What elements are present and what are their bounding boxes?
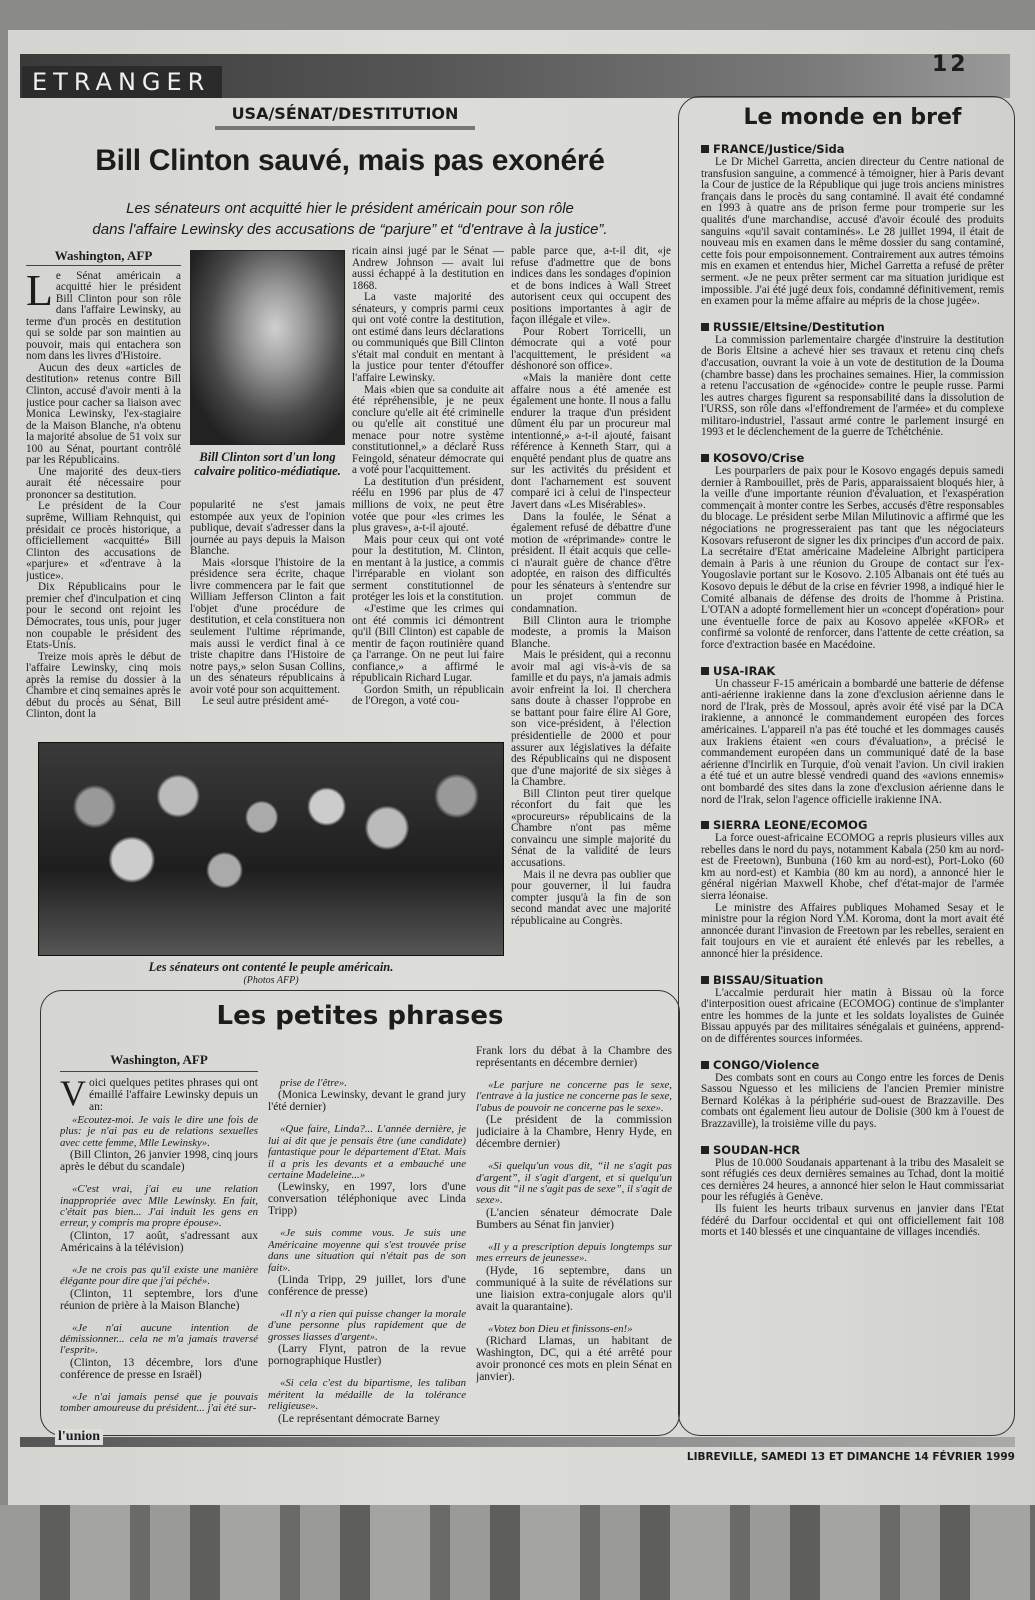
quote-source: (Hyde, 16 septembre, dans un communiqué à la suite de révélations sur une liaision extra-conjugale alors qu'il avait la quarantaine).: [476, 1264, 672, 1313]
brief-paragraph: Le Dr Michel Garretta, ancien directeur du Centre national de transfusion sanguine, a commencé à témoigner, hier à Paris devant la Cour de justice de la République qui juge trois anciens ministres français dans le procès du sang contaminé. Il avait été condamné en 1993 à quatre ans de prison ferme pour tromperie sur les qualités d'une marchandise, accusé d'avoir écoulé des produits sanguins «qu'il savait contaminés». Le 28 juillet 1994, il était de nouveau mis en examen dans le même dossier du sang contaminé, cette fois pour empoisonnement. Contrairement aux autres témoins mis en examen et entendus hier, Michel Garretta a refusé de prêter serment. «Je ne peux prêter serment car ma situation juridique est impossible. J'ai été jugé deux fois, condamné définitivement, remis en examen pour la même affaire au mépris de la chose jugée».: [701, 156, 1004, 308]
quote-source: (Clinton, 11 septembre, lors d'une réunion de prière à la Maison Blanche): [60, 1287, 258, 1312]
world-brief-items: [701, 142, 1004, 1239]
quote: «Que faire, Linda?... L'année dernière, je lui ai dit que je pensais être (une candidate) fantastique pour le département d'Etat. Mais il a pris les devants et a embauché une certaine Madeleine...»: [268, 1123, 466, 1182]
senators-photo: [38, 742, 504, 956]
quote: «Si quelqu'un vous dit, “il ne s'agit pas d'argent”, il s'agit d'argent, et si quelqu'un vous dit “il ne s'agit pas de sexe”, il s'agit de sexe».: [476, 1160, 672, 1207]
brief-heading: FRANCE/Justice/Sida: [701, 142, 1004, 156]
quote: «Je n'ai aucune intention de démissionner... cela ne m'a jamais traversé l'esprit».: [60, 1321, 258, 1357]
quote: «Si cela c'est du bipartisme, les taliban méritent la médaille de la tolérance religieuse».: [268, 1377, 466, 1413]
article-kicker: USA/SÉNAT/DESTITUTION: [231, 104, 459, 123]
quote: prise de l'être».: [280, 1078, 347, 1089]
quotes-list: [60, 1115, 258, 1415]
brief-item: [701, 818, 1004, 961]
brief-heading: SIERRA LEONE/ECOMOG: [701, 818, 1004, 832]
quote: «Votez bon Dieu et finissons-en!»: [488, 1322, 633, 1335]
quote: «C'est vrai, j'ai eu une relation inappropriée avec Mlle Lewinsky. En fait, c'était pas bien... J'ai induit les gens en erreur, y compris ma propre épouse».: [60, 1183, 258, 1230]
brief-heading: BISSAU/Situation: [701, 973, 1004, 987]
article-column-3: [352, 246, 504, 738]
clinton-portrait-photo: [190, 250, 345, 445]
quote-source: (Larry Flynt, patron de la revue pornographique Hustler): [268, 1343, 466, 1368]
brief-paragraph: La force ouest-africaine ECOMOG a repris plusieurs villes aux rebelles dans le nord du pays, notamment Kabala (250 km au nord-est de Freetown), Bunbuna (160 km au nord-est), Port-Loko (60 km au nord-est) et Kambia (80 km au nord), a annoncé hier le général nigérian Maxwell Khobe, chef d'état-major de l'armée sierra léonaise.: [701, 832, 1004, 903]
quotes-list: [268, 1078, 466, 1425]
quote: «Ecoutez-moi. Je vais le dire une fois de plus: je n'ai pas eu de relations sexuelles avec cette femme, Mlle Lewinsky».: [60, 1114, 258, 1149]
paragraph: Dix Républicains pour le premier chef d'inculpation et cinq pour le second ont rejoint les Démocrates, tous unis, pour juger non coupable le président des Etats-Unis.: [26, 581, 181, 652]
quote-source: (Clinton, 13 décembre, lors d'une conférence de presse en Israël): [60, 1356, 258, 1381]
paragraph: [26, 265, 181, 363]
quote: «Il n'y a rien qui puisse changer la morale d'une personne plus rapidement que de grosses liasses d'argent».: [268, 1308, 466, 1343]
quote: «Il y a prescription depuis longtemps sur mes erreurs de jeunesse».: [476, 1240, 672, 1265]
paragraph: Mais «bien que sa conduite ait été répréhensible, je ne peux conclure qu'elle ait été criminelle ou qu'elle ait constitué une menace pour notre système constitutionnel,» a déclaré Russ Feingold, sénateur démocrate qui a voté pour l'acquittement.: [352, 383, 504, 477]
paragraph: Mais «lorsque l'histoire de la présidence sera écrite, chaque livre commencera par le fait que William Jefferson Clinton a fait l'objet d'une procédure de destitution, et cela constituera non seulement l'ultime réprimande, mais aussi le verdict final à ce triste chapitre dans l'Histoire de notre pays,» selon Susan Collins, un des sénateurs républicains à avoir voté pour son acquittement.: [190, 556, 345, 696]
world-brief-title: Le monde en bref: [743, 105, 962, 130]
subhead-line: Les sénateurs ont acquitté hier le président américain pour son rôle: [126, 200, 574, 217]
brief-heading: SOUDAN-HCR: [701, 1143, 1004, 1157]
paragraph: La vaste majorité des sénateurs, y compris parmi ceux qui ont voté contre la destitution, ont estimé dans leurs déclarations ou communiqués que Bill Clinton s'était mal conduit en mentant à la justice pour tenter d'étouffer l'affaire Lewinsky.: [352, 291, 504, 385]
quote: «Je suis comme vous. Je suis une Américaine moyenne qui s'est trouvée prise dans une situation qui n'était pas de son fait».: [268, 1227, 466, 1274]
quotes-column-3: [476, 1045, 672, 1430]
paragraph: Le président de la Cour suprême, William Rehnquist, qui présidait ce procès historique, a officiellement «acquitté» Bill Clinton des accusations de «parjure» et «d'entrave à la justice».: [26, 500, 181, 582]
quote-source: (Monica Lewinsky, devant le grand jury l'été dernier): [268, 1089, 466, 1114]
brief-heading: RUSSIE/Eltsine/Destitution: [701, 320, 1004, 334]
quote: «Je ne crois pas qu'il existe une manière élégante pour dire que j'ai péché».: [60, 1263, 258, 1288]
brief-paragraph: Ils fuient les heurts tribaux survenus en janvier dans l'Etat fédéré du Darfour occidental et qui ont officiellement fait 108 morts et 140 blessés et une cinquantaine de villages incendiés.: [701, 1202, 1004, 1239]
world-brief-box: [678, 96, 1015, 1436]
footer-bar: [20, 1437, 1015, 1447]
brief-paragraph: Un chasseur F-15 américain a bombardé une batterie de défense anti-aérienne irakienne dans la zone d'exclusion aérienne dans le nord de l'Irak, près de Mossoul, après avoir été visé par la DCA irakienne, a annoncé le commandement européen des forces américaines. L'appareil n'a pas été touché et les dommages causés aux Irakiens étaient «en cours d'évaluation», a précisé le commandement européen dans un communiqué daté de la base aérienne d'Incirlik en Turquie, d'où venait l'avion. Un civil irakien a été tué et un autre blessé vendredi quand des «avions ennemis» ont bombardé des sites dans la zone d'exclusion aérienne dans le nord de l'Irak, selon l'agence officielle irakienne INA.: [701, 677, 1004, 806]
quote-source: (Bill Clinton, 26 janvier 1998, cinq jours après le début du scandale): [60, 1149, 258, 1174]
photo-credit: (Photos AFP): [243, 975, 299, 986]
dateline: Washington, AFP: [26, 250, 181, 266]
paragraph: ricain ainsi jugé par le Sénat — Andrew Johnson — avait lui aussi échappé à la destitution en 1868.: [352, 246, 504, 292]
paragraph: pable parce que, a-t-il dit, «je refuse d'admettre que de bons indices dans les sondages d'opinion et de bons indices à Wall Street autorisent ceux qui occupent des positions importantes à agir de façon illégale et vile».: [511, 246, 671, 327]
newspaper-logo: l'union: [55, 1429, 103, 1445]
brief-heading: KOSOVO/Crise: [701, 451, 1004, 465]
article-column-4: [511, 246, 671, 986]
paragraph: Pour Robert Torricelli, un démocrate qui a voté pour l'acquittement, le président «a déshonoré son office».: [511, 325, 671, 373]
issue-date: LIBREVILLE, SAMEDI 13 ET DIMANCHE 14 FÉVRIER 1999: [686, 1451, 1015, 1463]
paragraph: Aucun des deux «articles de destitution» retenus contre Bill Clinton, accusé d'avoir menti à la justice pour cacher sa liaison avec Monica Lewinsky, l'ex-stagiaire de la Maison Blanche, n'a obtenu la majorité absolue de 51 voix sur 100 au Sénat, pourtant contrôlé par les Républicains.: [26, 361, 181, 467]
brief-paragraph: L'accalmie perdurait hier matin à Bissau où la force d'interposition ouest africaine (ECOMOG) continue de s'implanter entre les hommes de la junte et les soldats loyalistes de Guinée Bissau appuyés par des militaires sénégalais et guinéens, apprend-on de différentes sources informées.: [701, 986, 1004, 1045]
article-column-2: [190, 500, 345, 738]
quote-source: Frank lors du débat à la Chambre des représentants en décembre dernier): [476, 1045, 672, 1069]
paragraph: popularité ne s'est jamais estompée aux yeux de l'opinion publique, devait s'adresser dans la journée au pays depuis la Maison Blanche.: [190, 500, 345, 558]
brief-paragraph: Les pourparlers de paix pour le Kosovo engagés depuis samedi dernier à Rambouillet, près de Paris, apparaissaient bloqués hier, à la veille d'une importante réunion d'évaluation, et l'exaspération commençait à monter contre les Serbes, accusés d'être responsables du blocage. Le président serbe Milan Milutinovic a affirmé que les négociations ne progresseraient pas tant que les négociateurs Kosovars refuseront de signer les dix principes d'un accord de paix. La secrétaire d'Etat américaine Madeleine Albright participera demain à Paris à une réunion du Groupe de contact sur l'ex-Yougoslavie portant sur le Kosovo. 2.105 Albanais ont été tués au Kosovo depuis le début de la crise en février 1998, a indiqué hier le Comité albanais de défense des droits de l'homme à Pristina. L'OTAN a adopté formellement hier un «concept d'opération» pour une éventuelle force de paix au Kosovo appelée «KFOR» et confirmé sa volonté de renforcer, dans l'attente de cette création, sa force d'extraction basée en Macédoine.: [701, 465, 1004, 651]
headline: Bill Clinton sauvé, mais pas exonéré: [95, 144, 605, 177]
quote-source: (Richard Llamas, un habitant de Washington, DC, qui a été arrêté pour avoir prononcé ces mots en plein Sénat en janvier).: [476, 1335, 672, 1384]
paragraph: Mais pour ceux qui ont voté pour la destitution, M. Clinton, en mentant à la justice, a commis l'irréparable en violant son serment constitutionnel de protéger les lois et la constitution.: [352, 533, 504, 604]
photo-caption: Bill Clinton sort d'un long calvaire politico-médiatique.: [194, 450, 341, 478]
brief-heading: USA-IRAK: [701, 664, 1004, 678]
drop-cap: L: [26, 265, 53, 315]
paragraph-text: e Sénat américain a acquitté hier le président Bill Clinton pour son rôle dans l'affaire Lewinsky, au terme d'un procès en destitution qui se solde par son maintien au pouvoir, mais qui entachera son nom dans les livres d'Histoire.: [26, 269, 181, 363]
quotes-column-1: [60, 1052, 258, 1427]
brief-item: [701, 973, 1004, 1046]
drop-cap: V: [60, 1073, 86, 1113]
brief-item: [701, 1143, 1004, 1239]
paragraph: Gordon Smith, un républicain de l'Oregon, a voté cou-: [352, 683, 504, 708]
quote-source: (Le représentant démocrate Barney: [278, 1412, 440, 1425]
brief-item: [701, 451, 1004, 652]
quotes-column-2: [268, 1078, 466, 1428]
kicker-underline: [215, 126, 475, 130]
page-number: 12: [932, 52, 969, 77]
paragraph: Le seul autre président amé-: [202, 695, 329, 708]
quotes-intro-text: oici quelques petites phrases qui ont émaillé l'affaire Lewinsky depuis un an:: [89, 1077, 258, 1113]
brief-paragraph: Le ministre des Affaires publiques Mohamed Sesay et le ministre pour la région Nord Y.M. Koroma, dont la mort avait été annoncée durant l'invasion de Freetown par les rebelles, seraient en fait toujours en vie et auraient été enlevés par les rebelles, a annoncé hier la présidence.: [701, 901, 1004, 961]
scan-background: [0, 1505, 1035, 1600]
paragraph: Treize mois après le début de l'affaire Lewinsky, cinq mois après la remise du dossier à la Chambre et cinq semaines après le début du procès au Sénat, Bill Clinton, dont la: [26, 650, 181, 721]
quotes-title: Les petites phrases: [216, 1001, 504, 1031]
quotes-dateline: Washington, AFP: [60, 1052, 258, 1072]
article-column-1: [26, 250, 181, 738]
paragraph: Bill Clinton aura le triomphe modeste, a promis la Maison Blanche.: [511, 614, 671, 650]
section-title: ETRANGER: [22, 66, 222, 98]
brief-item: [701, 142, 1004, 308]
paragraph: Mais il ne devra pas oublier que pour gouverner, il lui faudra compter jusqu'à la fin de son second mandat avec une majorité républicaine au Congrès.: [511, 868, 671, 927]
quote-source: (Le président de la commission judiciaire à la Chambre, Henry Hyde, en décembre dernier): [476, 1114, 672, 1151]
paragraph: Mais le président, qui a reconnu avoir mal agi vis-à-vis de sa famille et du pays, n'a jamais admis avoir enfreint la loi. Il cherchera sans doute à chasser l'opprobe en se battant pour faire élire Al Gore, son vice-président, à l'élection présidentielle de 2000 et pour assurer aux législatives la défaite des Républicains qui ne disposent que d'une majorité de six sièges à la Chambre.: [511, 649, 671, 789]
subheadline: [20, 198, 680, 240]
paragraph: Bill Clinton peut tirer quelque réconfort du fait que les «procureurs» républicains de la Chambre n'ont pas même convaincu une simple majorité du Sénat de la validité de leurs accusations.: [511, 787, 671, 869]
brief-item: [701, 664, 1004, 807]
brief-item: [701, 320, 1004, 439]
brief-item: [701, 1058, 1004, 1131]
quotes-list: [476, 1045, 672, 1383]
brief-paragraph: La commission parlementaire chargée d'instruire la destitution de Boris Eltsine a achevé hier ses travaux et retenu cinq chefs d'accusation, ouvrant la voie à un vote de destitution de la Douma (chambre basse) dans les prochaines semaines. Hier, la commission a retenu l'accusation de «génocide» contre le peuple russe. Parmi les autres charges figurent sa responsabilité dans la dissolution de l'URSS, son rôle dans «l'effondrement de l'armée» et du complexe militaro-industriel, l'assaut armé contre le parlement insurgé en 1993 et le déclenchement de la guerre de Tchétchénie.: [701, 333, 1004, 439]
quote: «Je n'ai jamais pensé que je pouvais tomber amoureuse du président... j'ai été sur-: [60, 1390, 258, 1415]
quote-source: (Clinton, 17 août, s'adressant aux Américains à la télévision): [60, 1229, 258, 1254]
quote-source: (L'ancien sénateur démocrate Dale Bumbers au Sénat fin janvier): [476, 1206, 672, 1231]
brief-paragraph: Plus de 10.000 Soudanais appartenant à la tribu des Masaleit se sont réfugiés ces deux dernières semaines au Tchad, dont la moitié ces dernières 24 heures, a annoncé hier selon le Haut commissariat pour les réfugiés à Genève.: [701, 1156, 1004, 1204]
quote: «Le parjure ne concerne pas le sexe, l'entrave à la justice ne concerne pas le sexe, l'abus de pouvoir ne concerne pas le sexe».: [476, 1079, 672, 1114]
paragraph: «Mais la manière dont cette affaire nous a été amenée est également une honte. Il nous a fallu endurer la traque d'un président dûment élu par un procureur mal intentionné,» a-t-il ajouté, faisant référence à Kenneth Starr, qui a enquêté pendant plus de quatre ans sur les activités du président et dont l'acharnement est souvent comparé ici à celui de l'inspecteur Javert dans «Les Misérables».: [511, 372, 671, 512]
senators-photo-caption: Les sénateurs ont contenté le peuple américain.: [148, 960, 394, 974]
brief-paragraph: Des combats sont en cours au Congo entre les forces de Denis Sassou Nguesso et les miliciens de l'ancien Premier ministre Bernard Kolékas à la périphérie sud-ouest de Brazzaville. Des combats ont également lieu autour de Dolisie (300 km à l'ouest de Brazzaville), la troisième ville du pays.: [701, 1071, 1004, 1130]
paragraph: La destitution d'un président, réélu en 1996 par plus de 47 millions de voix, ne peut être votée que pour «les crimes les plus graves», a-t-il ajouté.: [352, 475, 504, 535]
paragraph: «J'estime que les crimes qui ont été commis ici démontrent qu'il (Bill Clinton) est capable de mentir de façon routinière quand ça l'arrange. On ne peut lui faire confiance,» a affirmé le républicain Richard Lugar.: [352, 602, 504, 685]
quote-source: (Linda Tripp, 29 juillet, lors d'une conférence de presse): [268, 1274, 466, 1299]
paragraph: Une majorité des deux-tiers aurait été nécessaire pour prononcer sa destitution.: [26, 465, 181, 501]
quotes-intro: [60, 1073, 258, 1113]
subhead-line: dans l'affaire Lewinsky des accusations de “parjure” et “d'entrave à la justice”.: [92, 221, 608, 238]
brief-heading: CONGO/Violence: [701, 1058, 1004, 1072]
paragraph: Dans la foulée, le Sénat a également refusé de débattre d'une motion de «réprimande» contre le président. Il était acquis que celle-ci n'aurait guère de chance d'être adoptée, en raison des difficultés pour les sénateurs à s'entendre sur un projet commun de condamnation.: [511, 510, 671, 615]
quote-source: (Lewinsky, en 1997, lors d'une conversation téléphonique avec Linda Tripp): [268, 1181, 466, 1218]
